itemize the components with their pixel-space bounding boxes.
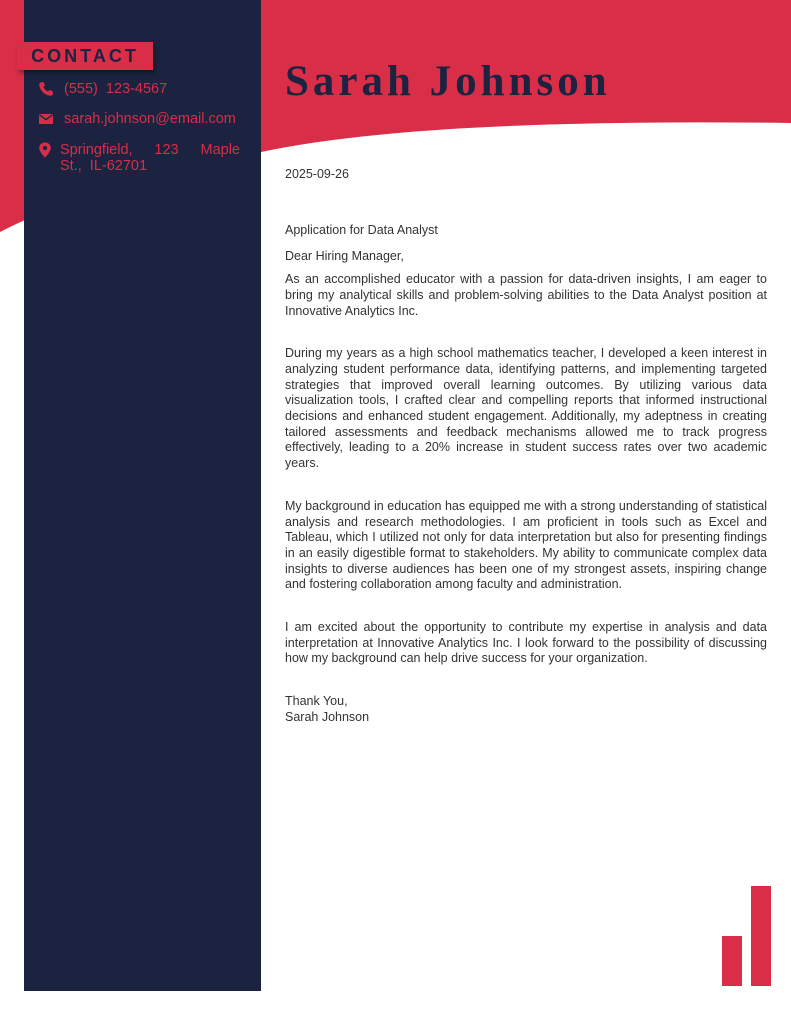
letter-paragraph: During my years as a high school mathematics teacher, I developed a keen interest in analyzing student performance data, identifying patterns, and implementing targeted strategies that improved overall learning outcomes. By utilizing various data visualization tools, I crafted clear and compelling reports that informed instructional decisions and enhanced student engagement. Additionally, my adeptness in creating tailored assessments and feedback mechanisms allowed me to track progress effectively, leading to a 20% increase in student success rates over two academic years. xyxy=(285,346,767,471)
decorative-bar-tall xyxy=(751,886,771,986)
letter-subject: Application for Data Analyst xyxy=(285,222,438,237)
letter-greeting: Dear Hiring Manager, xyxy=(285,249,404,264)
letter-signature: Sarah Johnson xyxy=(285,709,370,724)
contact-email xyxy=(38,111,236,127)
contact-phone-text: (555) 123-4567 xyxy=(64,81,168,97)
phone-icon xyxy=(38,81,54,97)
contact-heading: CONTACT xyxy=(17,42,153,70)
contact-address-text: Springfield, 123 Maple St., IL-62701 xyxy=(60,142,240,174)
letter-paragraph: As an accomplished educator with a passion for data-driven insights, I am eager to bring my analytical skills and problem-solving abilities to the Data Analyst position at Innovative Analytics Inc. xyxy=(285,272,767,318)
contact-email-link[interactable]: sarah.johnson@email.com xyxy=(64,111,236,127)
envelope-icon xyxy=(38,111,54,127)
letter-paragraph: I am excited about the opportunity to contribute my expertise in analysis and data interpretation at Innovative Analytics Inc. I look forward to the possibility of discussing how my background can help drive success for your organization. xyxy=(285,620,767,666)
decorative-bar-short xyxy=(722,936,742,986)
letter-closing: Thank You, xyxy=(285,694,348,709)
letter-paragraph: My background in education has equipped me with a strong understanding of statistical analysis and research methodologies. I am proficient in tools such as Excel and Tableau, which I utilized not only for data interpretation but also for presenting findings in an easily digestible format to stakeholders. My ability to communicate complex data insights to diverse audiences has been one of my strongest assets, inspiring change and fostering collaboration among faculty and administration. xyxy=(285,498,767,592)
map-marker-icon xyxy=(38,142,52,158)
letter-body xyxy=(285,167,767,726)
contact-address xyxy=(38,142,240,174)
contact-phone xyxy=(38,81,167,97)
decorative-bars xyxy=(722,886,772,986)
applicant-name: Sarah Johnson xyxy=(285,58,611,105)
letter-date: 2025-09-26 xyxy=(285,167,349,181)
